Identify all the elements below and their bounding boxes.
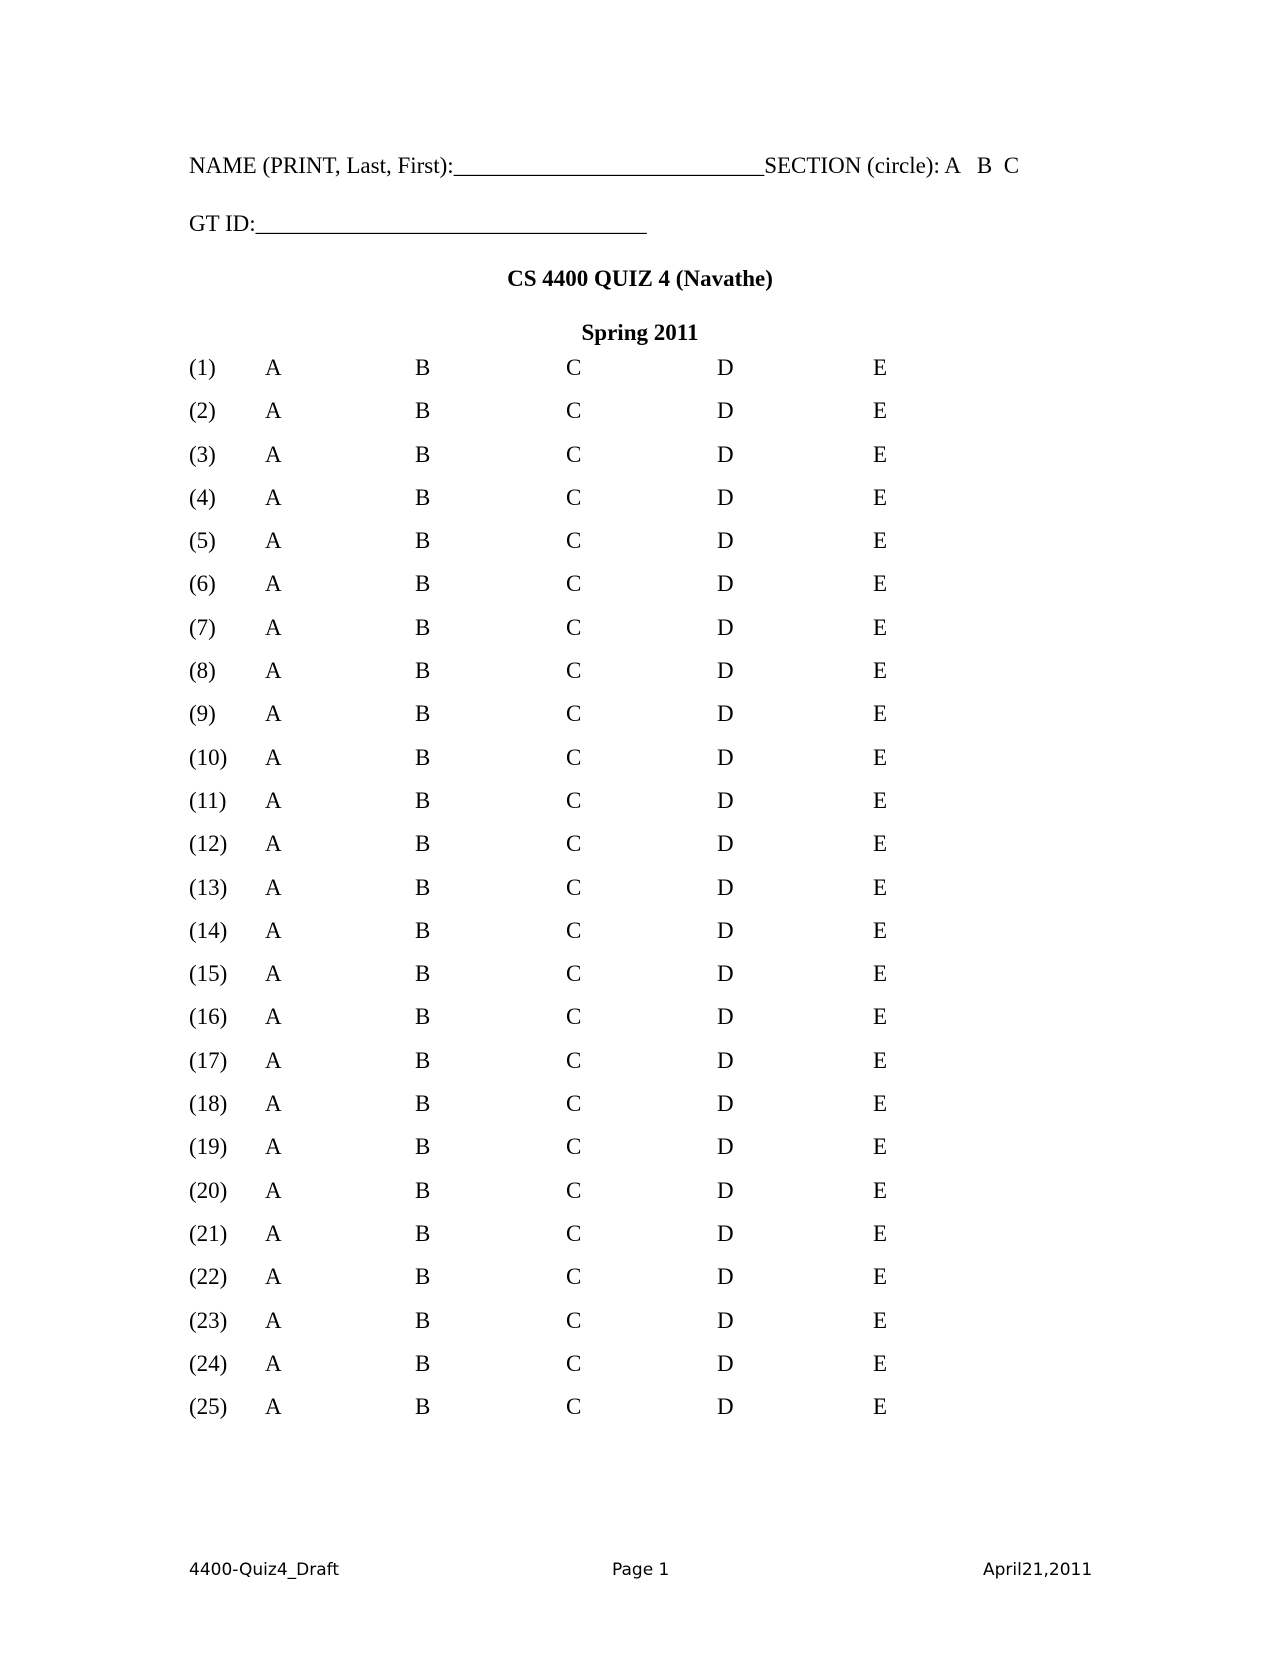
question-number: (2) (189, 398, 216, 424)
answer-option-e: E (873, 1264, 888, 1290)
answer-option-e: E (873, 528, 888, 554)
answer-option-e: E (873, 1350, 888, 1376)
answer-option-d: D (717, 1004, 734, 1030)
answer-option-d: D (717, 1091, 734, 1117)
answer-option-d: D (717, 917, 734, 943)
question-number: (8) (189, 658, 216, 684)
answer-option-b: B (415, 874, 431, 900)
answer-option-c: C (566, 571, 582, 597)
answer-option-a: A (265, 701, 282, 727)
answer-option-e: E (873, 1134, 888, 1160)
answer-option-a: A (265, 1350, 282, 1376)
answer-row (189, 486, 929, 529)
answer-option-b: B (415, 701, 431, 727)
answer-option-a: A (265, 1134, 282, 1160)
answer-option-e: E (873, 1220, 888, 1246)
answer-option-b: B (415, 441, 431, 467)
answer-option-a: A (265, 1307, 282, 1333)
answer-option-d: D (717, 1307, 734, 1333)
answer-option-e: E (873, 355, 888, 380)
answer-option-b: B (415, 571, 431, 597)
answer-option-c: C (566, 1091, 582, 1117)
answer-option-b: B (415, 1177, 431, 1203)
answer-option-b: B (415, 1220, 431, 1246)
answer-option-e: E (873, 1394, 888, 1420)
answer-option-c: C (566, 528, 582, 554)
answer-option-d: D (717, 484, 734, 510)
answer-option-e: E (873, 398, 888, 424)
answer-option-d: D (717, 787, 734, 813)
answer-option-b: B (415, 831, 431, 857)
answer-row (189, 399, 929, 442)
answer-row (189, 832, 929, 875)
answer-row (189, 702, 929, 745)
answer-option-b: B (415, 658, 431, 684)
answer-option-a: A (265, 484, 282, 510)
answer-option-d: D (717, 744, 734, 770)
answer-option-a: A (265, 831, 282, 857)
answer-option-c: C (566, 961, 582, 987)
answer-option-a: A (265, 614, 282, 640)
answer-sheet (189, 356, 929, 1438)
answer-option-b: B (415, 1307, 431, 1333)
answer-option-d: D (717, 614, 734, 640)
question-number: (4) (189, 484, 216, 510)
answer-row (189, 789, 929, 832)
answer-option-b: B (415, 1134, 431, 1160)
quiz-term: Spring 2011 (581, 320, 699, 345)
question-number: (3) (189, 441, 216, 467)
answer-option-a: A (265, 744, 282, 770)
answer-option-d: D (717, 1047, 734, 1073)
answer-row (189, 1265, 929, 1308)
answer-option-e: E (873, 1177, 888, 1203)
answer-option-b: B (415, 1047, 431, 1073)
answer-option-b: B (415, 1264, 431, 1290)
question-number: (11) (189, 787, 227, 813)
answer-option-c: C (566, 484, 582, 510)
answer-option-d: D (717, 398, 734, 424)
question-number: (7) (189, 614, 216, 640)
question-number: (19) (189, 1134, 228, 1160)
question-number: (14) (189, 917, 228, 943)
answer-option-c: C (566, 398, 582, 424)
answer-option-b: B (415, 1350, 431, 1376)
answer-option-c: C (566, 441, 582, 467)
question-number: (25) (189, 1394, 228, 1420)
answer-option-a: A (265, 1004, 282, 1030)
question-number: (10) (189, 744, 228, 770)
answer-option-c: C (566, 1350, 582, 1376)
answer-option-a: A (265, 874, 282, 900)
footer-page-number: Page 1 (612, 1560, 670, 1580)
question-number: (15) (189, 961, 228, 987)
answer-option-c: C (566, 1177, 582, 1203)
answer-row (189, 746, 929, 789)
answer-option-b: B (415, 614, 431, 640)
answer-option-e: E (873, 787, 888, 813)
name-section-line: NAME (PRINT, Last, First):___________________________SECTION (circle): A B C (189, 153, 1020, 178)
answer-option-c: C (566, 658, 582, 684)
answer-option-b: B (415, 528, 431, 554)
answer-option-c: C (566, 831, 582, 857)
answer-option-d: D (717, 961, 734, 987)
answer-option-d: D (717, 1394, 734, 1420)
answer-option-c: C (566, 1307, 582, 1333)
answer-row (189, 356, 929, 399)
answer-row (189, 1179, 929, 1222)
answer-option-c: C (566, 874, 582, 900)
answer-row (189, 1135, 929, 1178)
answer-option-b: B (415, 484, 431, 510)
answer-option-e: E (873, 1307, 888, 1333)
answer-option-e: E (873, 831, 888, 857)
question-number: (21) (189, 1220, 228, 1246)
quiz-title: CS 4400 QUIZ 4 (Navathe) (507, 266, 773, 291)
answer-option-c: C (566, 614, 582, 640)
answer-option-a: A (265, 1091, 282, 1117)
answer-option-b: B (415, 1091, 431, 1117)
answer-option-c: C (566, 1264, 582, 1290)
answer-option-d: D (717, 355, 734, 380)
answer-option-e: E (873, 744, 888, 770)
answer-option-e: E (873, 917, 888, 943)
answer-row (189, 1352, 929, 1395)
answer-option-d: D (717, 1134, 734, 1160)
answer-option-b: B (415, 1394, 431, 1420)
answer-option-a: A (265, 787, 282, 813)
answer-row (189, 572, 929, 615)
question-number: (17) (189, 1047, 228, 1073)
answer-option-d: D (717, 1264, 734, 1290)
answer-row (189, 1222, 929, 1265)
answer-option-e: E (873, 874, 888, 900)
answer-row (189, 529, 929, 572)
question-number: (6) (189, 571, 216, 597)
answer-option-e: E (873, 1091, 888, 1117)
answer-option-b: B (415, 355, 431, 380)
answer-option-d: D (717, 1177, 734, 1203)
answer-option-c: C (566, 1004, 582, 1030)
question-number: (20) (189, 1177, 228, 1203)
answer-row (189, 919, 929, 962)
question-number: (13) (189, 874, 228, 900)
answer-row (189, 1005, 929, 1048)
answer-option-d: D (717, 831, 734, 857)
answer-row (189, 876, 929, 919)
answer-option-d: D (717, 658, 734, 684)
answer-option-a: A (265, 398, 282, 424)
answer-option-a: A (265, 1394, 282, 1420)
answer-option-a: A (265, 1047, 282, 1073)
answer-option-d: D (717, 528, 734, 554)
answer-option-e: E (873, 1047, 888, 1073)
answer-option-b: B (415, 917, 431, 943)
answer-option-a: A (265, 528, 282, 554)
question-number: (12) (189, 831, 228, 857)
answer-option-e: E (873, 701, 888, 727)
answer-row (189, 443, 929, 486)
answer-option-c: C (566, 744, 582, 770)
answer-option-a: A (265, 917, 282, 943)
answer-option-a: A (265, 355, 282, 380)
answer-option-d: D (717, 874, 734, 900)
question-number: (1) (189, 355, 216, 380)
answer-option-c: C (566, 917, 582, 943)
answer-option-d: D (717, 1220, 734, 1246)
answer-option-a: A (265, 1177, 282, 1203)
footer-date: April21,2011 (983, 1560, 1093, 1580)
answer-option-d: D (717, 1350, 734, 1376)
answer-option-b: B (415, 1004, 431, 1030)
answer-row (189, 1309, 929, 1352)
answer-option-e: E (873, 484, 888, 510)
answer-option-c: C (566, 1134, 582, 1160)
answer-option-e: E (873, 961, 888, 987)
question-number: (5) (189, 528, 216, 554)
answer-option-c: C (566, 1220, 582, 1246)
answer-option-e: E (873, 658, 888, 684)
answer-option-d: D (717, 701, 734, 727)
answer-row (189, 962, 929, 1005)
question-number: (9) (189, 701, 216, 727)
answer-option-c: C (566, 1047, 582, 1073)
answer-option-e: E (873, 614, 888, 640)
answer-option-a: A (265, 441, 282, 467)
answer-row (189, 1049, 929, 1092)
answer-option-d: D (717, 441, 734, 467)
answer-option-a: A (265, 1264, 282, 1290)
answer-option-a: A (265, 1220, 282, 1246)
answer-option-e: E (873, 571, 888, 597)
answer-option-d: D (717, 571, 734, 597)
answer-option-a: A (265, 961, 282, 987)
answer-option-e: E (873, 1004, 888, 1030)
answer-option-c: C (566, 355, 582, 380)
answer-option-c: C (566, 787, 582, 813)
answer-option-c: C (566, 1394, 582, 1420)
question-number: (22) (189, 1264, 228, 1290)
answer-option-b: B (415, 744, 431, 770)
answer-row (189, 1092, 929, 1135)
answer-row (189, 1395, 929, 1438)
answer-row (189, 659, 929, 702)
answer-option-c: C (566, 701, 582, 727)
answer-option-b: B (415, 961, 431, 987)
answer-option-a: A (265, 571, 282, 597)
question-number: (23) (189, 1307, 228, 1333)
answer-option-b: B (415, 398, 431, 424)
answer-option-e: E (873, 441, 888, 467)
question-number: (18) (189, 1091, 228, 1117)
answer-row (189, 616, 929, 659)
gt-id-line: GT ID:__________________________________ (189, 211, 647, 236)
question-number: (16) (189, 1004, 228, 1030)
question-number: (24) (189, 1350, 228, 1376)
footer-document-name: 4400-Quiz4_Draft (189, 1560, 339, 1580)
answer-option-b: B (415, 787, 431, 813)
answer-option-a: A (265, 658, 282, 684)
